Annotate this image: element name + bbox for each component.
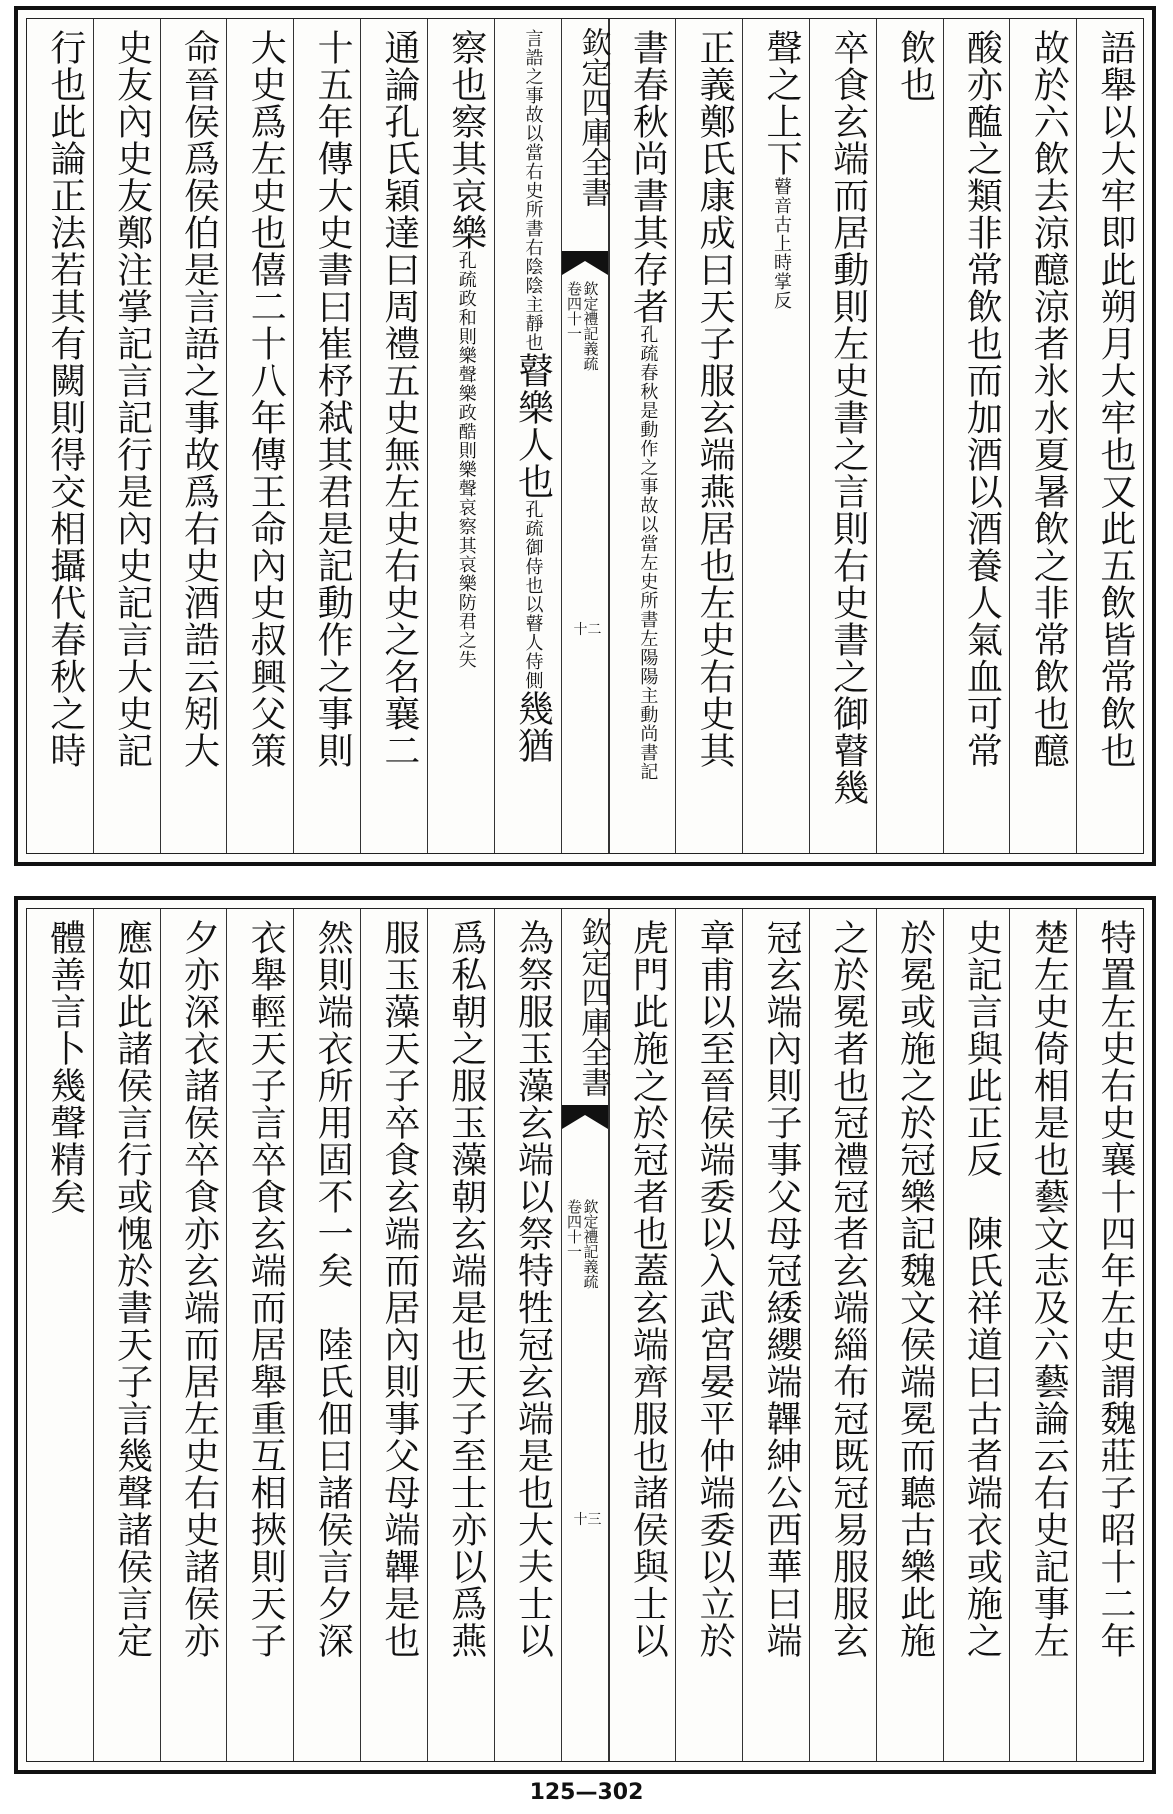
text-column: 飲也: [876, 19, 943, 853]
annotation-b: 樂聲哀察其哀樂防君之失: [455, 460, 477, 669]
annotation-b: 左史所書左陽陽主動尚書記: [637, 553, 659, 781]
text-column: 然則端衣所用固不一矣 陸氏佃曰諸侯言夕深: [293, 909, 360, 1761]
text-column: 語舉以大牢即此朔月大牢也又此五飲皆常飲也: [1076, 19, 1143, 853]
text-column: 服玉藻天子卒食玄端而居內則事父母端韠是也: [360, 909, 427, 1761]
bottom-page: [14, 896, 1156, 1774]
text-column: 爲私朝之服玉藻朝玄端是也天子至士亦以爲燕: [427, 909, 494, 1761]
annotation-d: 以瞽人侍側: [522, 595, 544, 690]
main-text-2: 幾猶: [512, 690, 554, 764]
center-banner: [561, 909, 609, 1761]
text-column: 夕亦深衣諸侯卒食亦玄端而居左史右史諸侯亦: [160, 909, 227, 1761]
text-column: 史友內史友鄭注掌記言記行是內史記言大史記: [93, 19, 160, 853]
annotation-c: 孔疏御侍也: [522, 500, 544, 595]
banner-page-number: 十三: [573, 1512, 602, 1528]
text-column: 為祭服玉藻玄端以祭特牲冠玄端是也大夫士以: [494, 909, 561, 1761]
text-column: 應如此諸侯言行或愧於書天子言幾聲諸侯言定: [93, 909, 160, 1761]
text-column: 酸亦醢之類非常飲也而加酒以酒養人氣血可常: [943, 19, 1010, 853]
text-column: 特置左史右史襄十四年左史謂魏莊子昭十二年: [1076, 909, 1143, 1761]
text-column: 冠玄端內則子事父母冠緌纓端韠紳公西華曰端: [742, 909, 809, 1761]
text-column-with-note: [494, 19, 561, 853]
top-page: [14, 6, 1156, 866]
main-text: 書春秋尚書其存者: [627, 29, 669, 325]
fishtail-mark-icon: [562, 1105, 608, 1129]
main-text: 瞽樂人也: [512, 352, 554, 500]
text-column: 於冕或施之於冠樂記魏文侯端冕而聽古樂此施: [876, 909, 943, 1761]
main-text: 聲之上下: [760, 29, 802, 177]
page-footer-number: 125—302: [529, 1780, 644, 1805]
annotation-a: 瞽音古上: [770, 177, 792, 253]
text-column-with-note: [609, 19, 676, 853]
annotation-b: 時掌反: [770, 253, 792, 310]
text-column: 楚左史倚相是也藝文志及六藝論云右史記事左: [1009, 909, 1076, 1761]
center-banner: [561, 19, 609, 853]
annotation-a: 孔疏政和則樂聲樂政酷則: [455, 251, 477, 460]
banner-book-title: 欽定禮記義疏 卷四十一: [565, 1199, 600, 1289]
annotation-a: 孔疏春秋是動作之事故以當: [637, 325, 659, 553]
text-column: 卒食玄端而居動則左史書之言則右史書之御瞽幾: [809, 19, 876, 853]
text-column: 史記言與此正反 陳氏祥道曰古者端衣或施之: [943, 909, 1010, 1761]
fishtail-mark-icon: [562, 251, 608, 275]
text-column: 虎門此施之於冠者也蓋玄端齊服也諸侯與士以: [609, 909, 676, 1761]
text-column-with-note: [742, 19, 809, 853]
text-column: 體善言卜幾聲精矣: [44, 919, 86, 1215]
text-column: 章甫以至晉侯端委以入武宮晏平仲端委以立於: [675, 909, 742, 1761]
text-column: 通論孔氏穎達曰周禮五史無左史右史之名襄二: [360, 19, 427, 853]
banner-title: 欽定四庫全書: [575, 917, 611, 1097]
text-column: 衣舉輕天子言卒食玄端而居舉重互相挾則天子: [226, 909, 293, 1761]
text-column-with-note: [427, 19, 494, 853]
text-column: 大史爲左史也僖二十八年傳王命內史叔興父策: [226, 19, 293, 853]
text-column: 正義鄭氏康成曰天子服玄端燕居也左史右史其: [675, 19, 742, 853]
banner-book-title: 欽定禮記義疏 卷四十一: [565, 281, 600, 371]
banner-title: 欽定四庫全書: [575, 27, 611, 207]
main-text: 察也察其哀樂: [445, 29, 487, 251]
annotation-a: 言誥之事故以當右史: [522, 29, 544, 200]
text-column: 行也此論正法若其有闕則得交相攝代春秋之時: [44, 29, 86, 769]
bottom-page-columns: [26, 908, 1144, 1762]
text-column: 之於冕者也冠禮冠者玄端緇布冠既冠易服服玄: [809, 909, 876, 1761]
text-column: 命晉侯爲侯伯是言語之事故爲右史酒誥云矧大: [160, 19, 227, 853]
top-page-columns: [26, 18, 1144, 854]
annotation-b: 所書右陰陰主靜也: [522, 200, 544, 352]
text-column: 故於六飲去涼醷涼者氷水夏暑飲之非常飲也醷: [1009, 19, 1076, 853]
banner-page-number: 十二: [573, 622, 602, 638]
text-column: 十五年傳大史書曰崔杼弒其君是記動作之事則: [293, 19, 360, 853]
